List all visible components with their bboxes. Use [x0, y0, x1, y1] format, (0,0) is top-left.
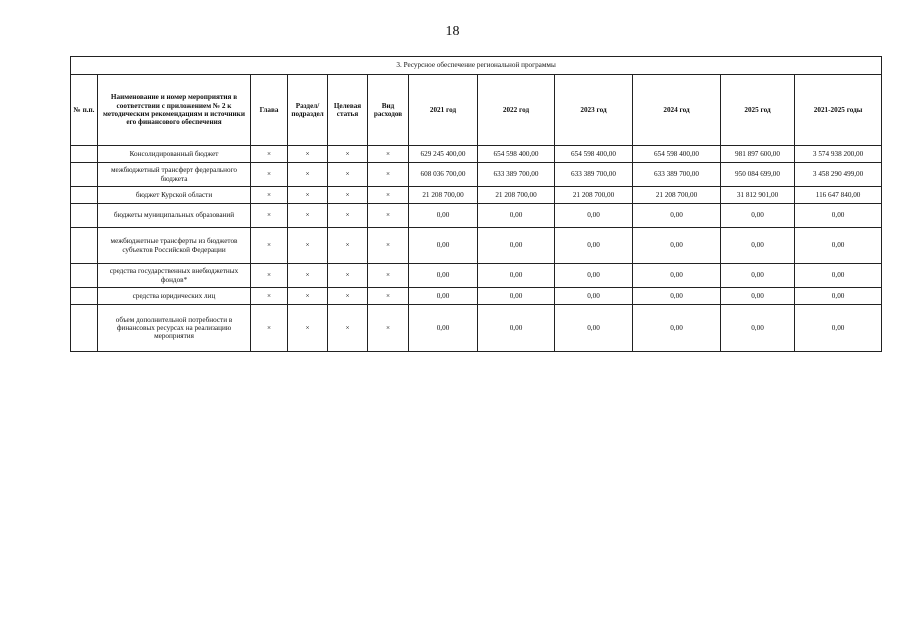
cell-razdel: ×	[288, 163, 328, 187]
cell-2022: 21 208 700,00	[478, 187, 555, 204]
cell-razdel: ×	[288, 146, 328, 163]
table-row	[71, 146, 882, 163]
cell-razdel: ×	[288, 187, 328, 204]
cell-razdel: ×	[288, 204, 328, 228]
cell-2021: 629 245 400,00	[409, 146, 478, 163]
cell-vid: ×	[368, 288, 409, 305]
cell-total: 0,00	[795, 228, 882, 264]
header-name: Наименование и номер мероприятия в соответствии с приложением № 2 к методическим рекомендациям и источники его финансового обеспечения	[98, 75, 251, 146]
cell-num	[71, 288, 98, 305]
cell-2024: 0,00	[633, 288, 721, 305]
cell-2024: 633 389 700,00	[633, 163, 721, 187]
cell-2023: 0,00	[555, 264, 633, 288]
page-number: 18	[445, 24, 460, 39]
cell-2023: 654 598 400,00	[555, 146, 633, 163]
cell-2025: 950 084 699,00	[721, 163, 795, 187]
cell-vid: ×	[368, 228, 409, 264]
cell-2023: 0,00	[555, 228, 633, 264]
cell-celevaya: ×	[328, 204, 368, 228]
cell-celevaya: ×	[328, 228, 368, 264]
cell-glava: ×	[251, 288, 288, 305]
cell-total: 0,00	[795, 204, 882, 228]
header-2024: 2024 год	[633, 75, 721, 146]
header-glava: Глава	[251, 75, 288, 146]
cell-vid: ×	[368, 305, 409, 352]
cell-glava: ×	[251, 305, 288, 352]
cell-glava: ×	[251, 204, 288, 228]
cell-razdel: ×	[288, 264, 328, 288]
cell-total: 3 574 938 200,00	[795, 146, 882, 163]
cell-2022: 0,00	[478, 288, 555, 305]
cell-vid: ×	[368, 204, 409, 228]
cell-2021: 0,00	[409, 228, 478, 264]
cell-glava: ×	[251, 264, 288, 288]
cell-2022: 654 598 400,00	[478, 146, 555, 163]
resource-table	[70, 56, 882, 352]
cell-razdel: ×	[288, 288, 328, 305]
header-razdel: Раздел/ подраздел	[288, 75, 328, 146]
header-2023: 2023 год	[555, 75, 633, 146]
cell-razdel: ×	[288, 305, 328, 352]
cell-total: 0,00	[795, 305, 882, 352]
cell-vid: ×	[368, 264, 409, 288]
cell-2022: 0,00	[478, 264, 555, 288]
cell-2025: 31 812 901,00	[721, 187, 795, 204]
cell-2025: 0,00	[721, 264, 795, 288]
cell-2021: 0,00	[409, 288, 478, 305]
cell-num	[71, 305, 98, 352]
section-title: 3. Ресурсное обеспечение региональной программы	[71, 57, 882, 75]
cell-2023: 21 208 700,00	[555, 187, 633, 204]
cell-name: объем дополнительной потребности в финансовых ресурсах на реализацию мероприятия	[98, 305, 251, 352]
cell-total: 0,00	[795, 264, 882, 288]
table-row	[71, 228, 882, 264]
cell-2022: 0,00	[478, 305, 555, 352]
cell-name: Консолидированный бюджет	[98, 146, 251, 163]
cell-num	[71, 228, 98, 264]
cell-vid: ×	[368, 146, 409, 163]
cell-name: бюджет Курской области	[98, 187, 251, 204]
header-row	[71, 75, 882, 146]
table-row	[71, 163, 882, 187]
header-2021: 2021 год	[409, 75, 478, 146]
cell-celevaya: ×	[328, 288, 368, 305]
cell-total: 3 458 290 499,00	[795, 163, 882, 187]
header-celevaya: Целевая статья	[328, 75, 368, 146]
cell-2024: 0,00	[633, 264, 721, 288]
cell-vid: ×	[368, 163, 409, 187]
cell-2023: 0,00	[555, 288, 633, 305]
cell-2023: 633 389 700,00	[555, 163, 633, 187]
cell-2021: 0,00	[409, 305, 478, 352]
cell-total: 116 647 840,00	[795, 187, 882, 204]
cell-2025: 0,00	[721, 228, 795, 264]
table-row	[71, 305, 882, 352]
cell-2022: 633 389 700,00	[478, 163, 555, 187]
cell-2025: 0,00	[721, 305, 795, 352]
cell-glava: ×	[251, 163, 288, 187]
cell-2025: 0,00	[721, 204, 795, 228]
table-row	[71, 264, 882, 288]
cell-2024: 0,00	[633, 204, 721, 228]
cell-celevaya: ×	[328, 264, 368, 288]
header-num: № п.п.	[71, 75, 98, 146]
header-2022: 2022 год	[478, 75, 555, 146]
cell-2021: 0,00	[409, 204, 478, 228]
cell-glava: ×	[251, 228, 288, 264]
cell-vid: ×	[368, 187, 409, 204]
table-row	[71, 204, 882, 228]
cell-name: средства государственных внебюджетных фондов*	[98, 264, 251, 288]
header-2025: 2025 год	[721, 75, 795, 146]
cell-2023: 0,00	[555, 204, 633, 228]
cell-name: бюджеты муниципальных образований	[98, 204, 251, 228]
cell-celevaya: ×	[328, 163, 368, 187]
cell-celevaya: ×	[328, 146, 368, 163]
cell-num	[71, 187, 98, 204]
cell-total: 0,00	[795, 288, 882, 305]
cell-2024: 0,00	[633, 305, 721, 352]
cell-glava: ×	[251, 146, 288, 163]
cell-2021: 608 036 700,00	[409, 163, 478, 187]
cell-glava: ×	[251, 187, 288, 204]
cell-2025: 981 897 600,00	[721, 146, 795, 163]
cell-celevaya: ×	[328, 305, 368, 352]
cell-2021: 0,00	[409, 264, 478, 288]
cell-2024: 654 598 400,00	[633, 146, 721, 163]
cell-num	[71, 204, 98, 228]
cell-num	[71, 264, 98, 288]
cell-razdel: ×	[288, 228, 328, 264]
cell-num	[71, 163, 98, 187]
cell-celevaya: ×	[328, 187, 368, 204]
cell-num	[71, 146, 98, 163]
header-total: 2021-2025 годы	[795, 75, 882, 146]
cell-2023: 0,00	[555, 305, 633, 352]
cell-name: межбюджетный трансферт федерального бюджета	[98, 163, 251, 187]
header-vid: Вид расходов	[368, 75, 409, 146]
cell-2024: 21 208 700,00	[633, 187, 721, 204]
cell-2022: 0,00	[478, 204, 555, 228]
cell-2021: 21 208 700,00	[409, 187, 478, 204]
cell-2024: 0,00	[633, 228, 721, 264]
table-row	[71, 288, 882, 305]
cell-name: средства юридических лиц	[98, 288, 251, 305]
cell-2022: 0,00	[478, 228, 555, 264]
table-row	[71, 187, 882, 204]
cell-name: межбюджетные трансферты из бюджетов субъектов Российской Федерации	[98, 228, 251, 264]
cell-2025: 0,00	[721, 288, 795, 305]
